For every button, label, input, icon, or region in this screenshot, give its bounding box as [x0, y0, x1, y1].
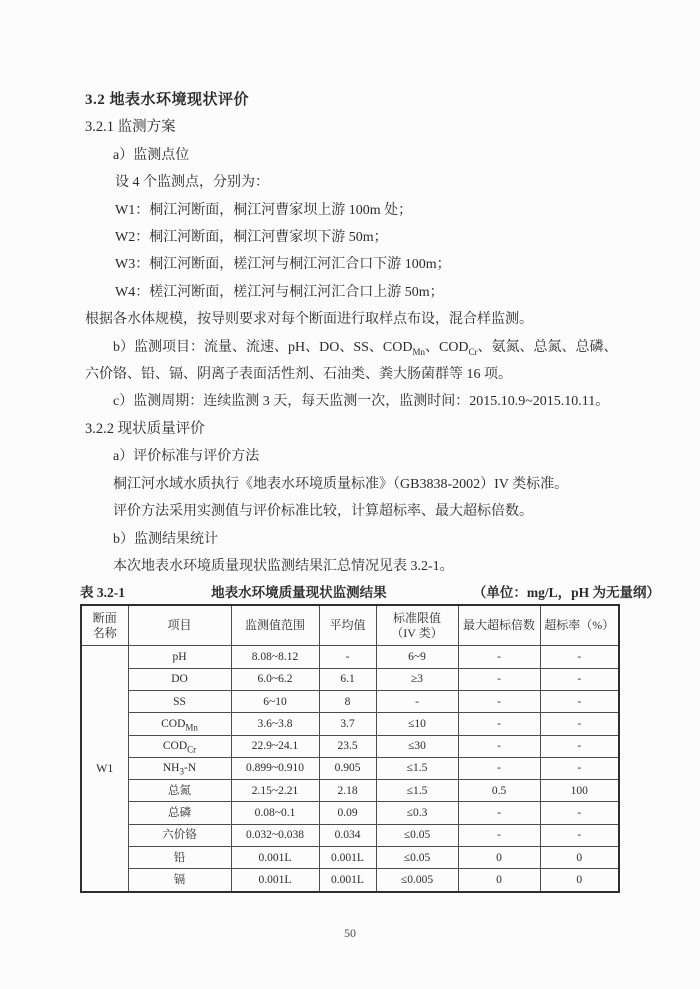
cell-max-exceed: -	[458, 824, 540, 846]
table-row-total-nitrogen	[81, 780, 619, 802]
col-header-section-line1: 断面	[92, 610, 117, 625]
table-row-cadmium	[81, 869, 619, 892]
cell-max-exceed: -	[458, 646, 540, 668]
cell-average: 23.5	[319, 735, 376, 757]
para-b-monitoring-items-line1	[85, 334, 622, 361]
table-row-codmn	[81, 713, 619, 735]
cell-exceed-rate: -	[540, 713, 619, 735]
col-header-limit-line1: 标准限值	[392, 610, 441, 625]
cell-max-exceed: -	[458, 668, 540, 690]
col-header-exceed-rate: 超标率（%）	[540, 605, 619, 646]
cell-item	[128, 824, 231, 846]
table-row-total-phosphorus	[81, 802, 619, 824]
item-text: 镉	[173, 873, 186, 886]
cell-exceed-rate: -	[540, 646, 619, 668]
cell-limit: 6~9	[376, 646, 458, 668]
table-caption	[80, 583, 660, 602]
para-b-text: 、氨氮、总氮、总磷、	[477, 339, 618, 355]
para-sampling-layout: 根据各水体规模，按导则要求对每个断面进行取样点布设，混合样监测。	[85, 312, 533, 328]
cell-limit: ≤0.005	[376, 869, 458, 892]
para-point-w3: W3：桐江河断面，槎江河与桐江河汇合口下游 100m；	[115, 257, 451, 273]
page-number: 50	[344, 926, 356, 940]
item-text: 总氮	[168, 784, 191, 797]
cell-range: 0.08~0.1	[231, 802, 319, 824]
table-label: 表 3.2-1	[80, 585, 125, 601]
cell-average: 0.034	[319, 824, 376, 846]
cell-range: 2.15~2.21	[231, 780, 319, 802]
cell-limit: ≤30	[376, 735, 458, 757]
cell-item	[128, 646, 231, 668]
cell-item	[128, 735, 231, 757]
item-text: COD	[161, 717, 186, 730]
cell-item	[128, 846, 231, 868]
item-text: -N	[183, 762, 197, 775]
cell-limit: -	[376, 690, 458, 712]
cell-item	[128, 780, 231, 802]
table-row-lead	[81, 846, 619, 868]
cell-range: 3.6~3.8	[231, 713, 319, 735]
table-row-codcr	[81, 735, 619, 757]
cell-limit: ≤1.5	[376, 757, 458, 779]
table-row-do	[81, 668, 619, 690]
cell-range: 22.9~24.1	[231, 735, 319, 757]
cell-limit: ≥3	[376, 668, 458, 690]
item-text: 六价铬	[162, 829, 197, 842]
para-evaluation-method: 评价方法采用实测值与评价标准比较，计算超标率、最大超标倍数。	[113, 504, 533, 520]
cell-exceed-rate: 100	[540, 780, 619, 802]
cell-average: 0.905	[319, 757, 376, 779]
cell-range: 6.0~6.2	[231, 668, 319, 690]
heading-3-2-1: 3.2.1 监测方案	[85, 119, 176, 136]
cell-item	[128, 802, 231, 824]
cell-item	[128, 869, 231, 892]
cell-exceed-rate: -	[540, 757, 619, 779]
cell-section-name: W1	[81, 646, 128, 892]
table-header-row	[81, 605, 619, 646]
cell-average: 3.7	[319, 713, 376, 735]
col-header-limit-line2: （IV 类）	[391, 625, 443, 640]
cell-range: 8.08~8.12	[231, 646, 319, 668]
cell-limit: ≤0.3	[376, 802, 458, 824]
item-subscript: 3	[179, 766, 184, 777]
cod-mn-subscript: Mn	[412, 346, 425, 357]
para-result-summary: 本次地表水环境质量现状监测结果汇总情况见表 3.2-1。	[113, 558, 454, 574]
para-point-w1: W1：桐江河断面，桐江河曹家坝上游 100m 处；	[115, 202, 413, 218]
para-point-w2: W2：桐江河断面，桐江河曹家坝下游 50m；	[115, 230, 388, 246]
heading-3-2: 3.2 地表水环境现状评价	[85, 92, 250, 108]
item-text: SS	[173, 695, 186, 708]
col-header-max-exceed: 最大超标倍数	[458, 605, 540, 646]
col-header-item: 项目	[128, 605, 231, 646]
para-points-intro: 设 4 个监测点，分别为：	[115, 175, 269, 191]
cell-average: 8	[319, 690, 376, 712]
item-subscript: Cr	[187, 744, 197, 755]
cell-average: 0.001L	[319, 869, 376, 892]
monitoring-results-table	[80, 604, 620, 892]
cell-average: -	[319, 646, 376, 668]
cell-max-exceed: 0	[458, 869, 540, 892]
cell-range: 0.001L	[231, 846, 319, 868]
table-row-ss	[81, 690, 619, 712]
para-b-result-statistics: b）监测结果统计	[113, 531, 218, 547]
cell-item	[128, 668, 231, 690]
cell-range: 6~10	[231, 690, 319, 712]
item-text: 铅	[173, 851, 186, 864]
cell-limit: ≤0.05	[376, 824, 458, 846]
col-header-section-name	[81, 605, 128, 646]
cell-exceed-rate: 0	[540, 869, 619, 892]
cell-max-exceed: -	[458, 735, 540, 757]
cell-exceed-rate: -	[540, 735, 619, 757]
cell-range: 0.001L	[231, 869, 319, 892]
cell-exceed-rate: 0	[540, 846, 619, 868]
cell-range: 0.032~0.038	[231, 824, 319, 846]
cell-max-exceed: -	[458, 802, 540, 824]
para-c-monitoring-period: c）监测周期：连续监测 3 天，每天监测一次，监测时间：2015.10.9~2015.10.11。	[113, 394, 610, 410]
item-text: 总磷	[168, 807, 191, 820]
col-header-section-line2: 名称	[92, 625, 117, 640]
col-header-average: 平均值	[319, 605, 376, 646]
table-row-nh3n	[81, 757, 619, 779]
cell-max-exceed: -	[458, 757, 540, 779]
cell-limit: ≤1.5	[376, 780, 458, 802]
para-b-monitoring-items-line2: 六价铬、铅、镉、阴离子表面活性剂、石油类、粪大肠菌群等 16 项。	[85, 367, 512, 383]
cell-item	[128, 690, 231, 712]
table-title: 地表水环境质量现状监测结果	[211, 585, 387, 601]
item-text: DO	[171, 673, 188, 686]
cell-max-exceed: 0	[458, 846, 540, 868]
cell-max-exceed: -	[458, 713, 540, 735]
item-subscript: Mn	[185, 722, 198, 733]
cell-item	[128, 713, 231, 735]
para-b-text: b）监测项目：流量、流速、pH、DO、SS、COD	[113, 339, 413, 355]
cell-exceed-rate: -	[540, 824, 619, 846]
col-header-standard-limit	[376, 605, 458, 646]
cell-limit: ≤10	[376, 713, 458, 735]
cell-exceed-rate: -	[540, 802, 619, 824]
col-header-range: 监测值范围	[231, 605, 319, 646]
item-text: NH	[162, 762, 180, 775]
para-point-w4: W4：槎江河断面，槎江河与桐江河汇合口上游 50m；	[115, 284, 444, 300]
para-water-quality-standard: 桐江河水域水质执行《地表水环境质量标准》（GB3838-2002）IV 类标准。	[113, 476, 569, 492]
cell-limit: ≤0.05	[376, 846, 458, 868]
cell-item	[128, 757, 231, 779]
item-text: pH	[172, 650, 187, 663]
cell-average: 2.18	[319, 780, 376, 802]
table-unit-note: （单位：mg/L，pH 为无量纲）	[472, 585, 660, 601]
cell-exceed-rate: -	[540, 690, 619, 712]
cell-range: 0.899~0.910	[231, 757, 319, 779]
table-row-ph	[81, 646, 619, 668]
cell-max-exceed: 0.5	[458, 780, 540, 802]
cell-exceed-rate: -	[540, 668, 619, 690]
document-body	[80, 87, 660, 893]
cell-max-exceed: -	[458, 690, 540, 712]
table-row-hexavalent-chromium	[81, 824, 619, 846]
para-a-monitoring-points: a）监测点位	[113, 147, 190, 163]
cell-average: 6.1	[319, 668, 376, 690]
para-a-evaluation-standard: a）评价标准与评价方法	[113, 449, 260, 465]
item-text: COD	[162, 740, 188, 753]
cell-average: 0.001L	[319, 846, 376, 868]
cell-average: 0.09	[319, 802, 376, 824]
para-b-text: 、COD	[424, 339, 469, 355]
heading-3-2-2: 3.2.2 现状质量评价	[85, 420, 205, 437]
cod-cr-subscript: Cr	[468, 346, 478, 357]
